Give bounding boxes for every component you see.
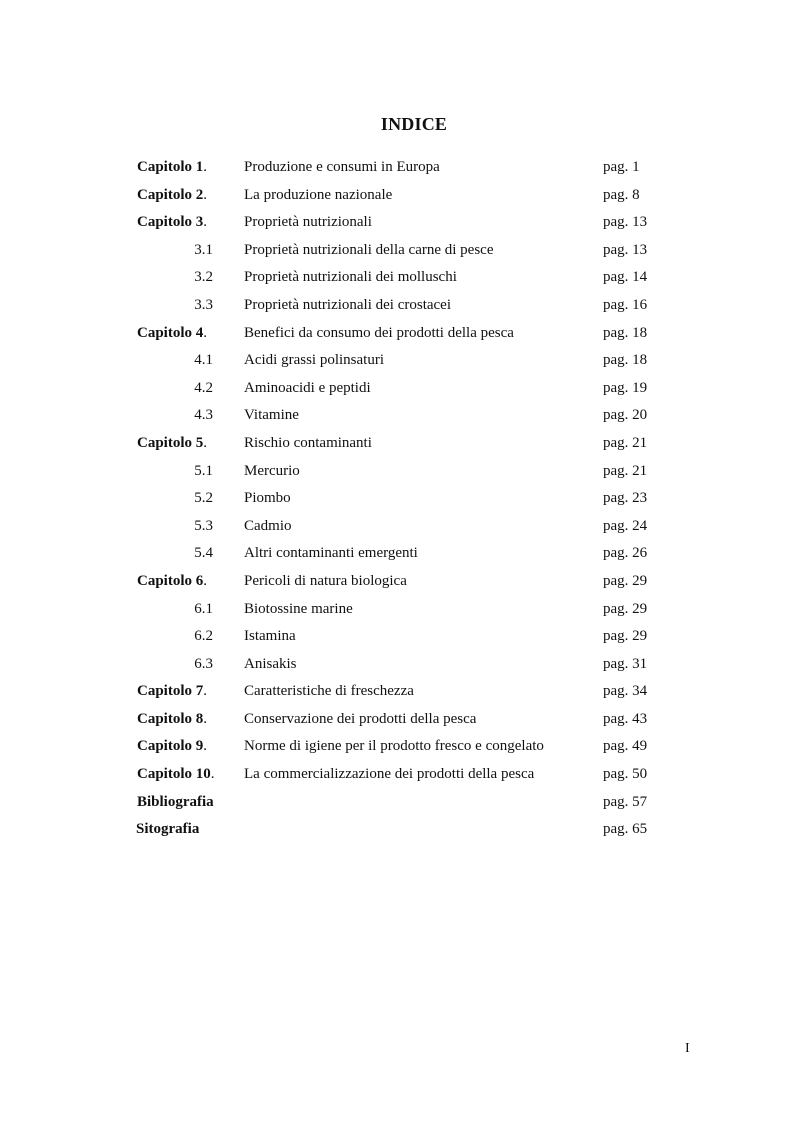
toc-entry — [0, 540, 794, 568]
toc-entry-title: Proprietà nutrizionali dei molluschi — [244, 269, 457, 286]
section-number — [137, 485, 213, 513]
toc-entry — [0, 264, 794, 292]
label-period: . — [203, 572, 208, 589]
toc-entry-label: 6.3 — [194, 655, 213, 672]
toc-entry — [0, 733, 794, 761]
section-number — [137, 651, 213, 679]
toc-entry-title: Anisakis — [244, 655, 297, 672]
page-title: INDICE — [380, 114, 448, 134]
toc-entry-page: pag. 49 — [603, 738, 648, 755]
chapter-label — [137, 430, 237, 458]
toc-entry-label: 5.1 — [194, 462, 213, 479]
toc-entry-title: Produzione e consumi in Europa — [244, 159, 440, 175]
toc-entry-title: La commercializzazione dei prodotti della pesca — [244, 766, 535, 783]
label-period: . — [203, 324, 208, 341]
section-number — [137, 402, 213, 430]
section-number — [137, 596, 213, 624]
toc-entry — [0, 430, 794, 458]
toc-entry — [0, 292, 794, 320]
toc-entry — [0, 678, 794, 706]
toc-entry-title: Caratteristiche di freschezza — [244, 683, 414, 700]
toc-entry-title: Benefici da consumo dei prodotti della pesca — [244, 324, 514, 341]
toc-entry-page: pag. 65 — [603, 821, 648, 838]
toc-entry-page: pag. 8 — [603, 186, 640, 203]
toc-entry-title: Acidi grassi polinsaturi — [244, 352, 384, 369]
toc-entry — [0, 209, 794, 237]
chapter-label — [137, 733, 237, 761]
chapter-label — [137, 182, 237, 210]
toc-entry-page: pag. 23 — [603, 490, 648, 507]
toc-entry-title: Piombo — [244, 490, 291, 507]
toc-entry-title: Pericoli di natura biologica — [244, 572, 407, 589]
section-number — [137, 540, 213, 568]
toc-entry — [0, 651, 794, 679]
toc-entry-label: Capitolo 6 — [137, 572, 204, 589]
toc-entry-title: Proprietà nutrizionali — [244, 214, 372, 231]
toc-entry-label: Capitolo 10 — [137, 766, 211, 783]
label-period: . — [203, 434, 208, 451]
toc-entry-title: Mercurio — [244, 462, 300, 479]
toc-entry-page: pag. 18 — [603, 324, 648, 341]
chapter-label — [137, 209, 237, 237]
toc-entry-label: 5.4 — [194, 545, 213, 562]
toc-entry-title: La produzione nazionale — [244, 186, 393, 203]
toc-entry-page: pag. 57 — [603, 793, 648, 810]
toc-entry-page: pag. 14 — [603, 269, 648, 286]
toc-entry-page: pag. 13 — [603, 241, 648, 258]
label-period: . — [203, 738, 208, 755]
toc-entry-label: 4.1 — [194, 352, 213, 369]
special-section-label — [136, 816, 236, 844]
toc-entry-page: pag. 21 — [603, 434, 648, 451]
section-number — [137, 292, 213, 320]
toc-entry-title: Norme di igiene per il prodotto fresco e congelato — [244, 738, 544, 755]
toc-entry-title: Aminoacidi e peptidi — [244, 379, 371, 396]
section-number — [137, 264, 213, 292]
label-period: . — [203, 186, 208, 203]
toc-entry-label: Capitolo 3 — [137, 214, 204, 231]
chapter-label — [137, 320, 237, 348]
toc-entry-page: pag. 13 — [603, 214, 648, 231]
toc-entry-label: Capitolo 8 — [137, 710, 204, 727]
label-period: . — [203, 214, 208, 231]
toc-entry-label: Bibliografia — [137, 793, 214, 810]
chapter-label — [137, 761, 237, 789]
toc-entry-page: pag. 29 — [603, 572, 648, 589]
toc-entry — [0, 596, 794, 624]
toc-entry — [0, 237, 794, 265]
toc-entry-page: pag. 43 — [603, 710, 648, 727]
toc-entry-title: Proprietà nutrizionali dei crostacei — [244, 296, 452, 313]
toc-entry-page: pag. 50 — [603, 766, 648, 783]
toc-entry-page: pag. 26 — [603, 545, 648, 562]
toc-entry-label: 4.3 — [194, 407, 213, 424]
chapter-label — [137, 568, 237, 596]
toc-entry-label: Capitolo 7 — [137, 683, 204, 700]
toc-entry — [0, 706, 794, 734]
toc-entry — [0, 623, 794, 651]
section-number — [137, 237, 213, 265]
toc-entry-label: Capitolo 5 — [137, 434, 204, 451]
special-section-label — [137, 789, 237, 817]
toc-entry-label: Capitolo 2 — [137, 186, 204, 203]
toc-entry-page: pag. 19 — [603, 379, 648, 396]
toc-entry-label: 5.2 — [194, 490, 213, 507]
section-number — [137, 458, 213, 486]
toc-entry-label: 4.2 — [194, 379, 213, 396]
toc-entry-title: Istamina — [244, 628, 296, 645]
toc-entry-title: Altri contaminanti emergenti — [244, 545, 418, 562]
toc-entry-label: 6.2 — [194, 628, 213, 645]
toc-entry — [0, 816, 794, 844]
toc-entry-page: pag. 24 — [603, 517, 648, 534]
toc-entry — [0, 458, 794, 486]
chapter-label — [137, 706, 237, 734]
toc-entry-label: 3.1 — [194, 241, 213, 258]
toc-entry-page: pag. 29 — [603, 628, 648, 645]
toc-entry-label: 5.3 — [194, 517, 213, 534]
toc-entry-title: Conservazione dei prodotti della pesca — [244, 710, 477, 727]
toc-entry-page: pag. 20 — [603, 407, 648, 424]
label-period: . — [203, 159, 208, 175]
toc-entry-page: pag. 31 — [603, 655, 648, 672]
toc-entry — [0, 154, 794, 182]
toc-entry — [0, 513, 794, 541]
toc-entry-title: Cadmio — [244, 517, 292, 534]
toc-entry-page: pag. 1 — [603, 159, 640, 175]
label-period: . — [210, 766, 215, 783]
section-number — [137, 623, 213, 651]
toc-entry-page: pag. 29 — [603, 600, 648, 617]
toc-entry — [0, 402, 794, 430]
toc-entry — [0, 789, 794, 817]
section-number — [137, 513, 213, 541]
label-period: . — [203, 710, 208, 727]
toc-entry-page: pag. 16 — [603, 296, 648, 313]
toc-entry-title: Biotossine marine — [244, 600, 353, 617]
toc-entry-title: Rischio contaminanti — [244, 434, 372, 451]
label-period: . — [203, 683, 208, 700]
toc-entry-label: Sitografia — [136, 821, 200, 838]
toc-entry-page: pag. 34 — [603, 683, 648, 700]
section-number — [137, 375, 213, 403]
toc-entry-label: 6.1 — [194, 600, 213, 617]
chapter-label — [137, 678, 237, 706]
toc-entry-title: Proprietà nutrizionali della carne di pesce — [244, 241, 494, 258]
toc-entry — [0, 320, 794, 348]
toc-entry-label: 3.3 — [194, 296, 213, 313]
toc-entry — [0, 347, 794, 375]
table-of-contents — [0, 154, 794, 844]
toc-entry-label: 3.2 — [194, 269, 213, 286]
toc-entry-title: Vitamine — [244, 407, 299, 424]
toc-entry-page: pag. 21 — [603, 462, 648, 479]
toc-entry — [0, 568, 794, 596]
toc-entry — [0, 375, 794, 403]
chapter-label — [137, 154, 237, 182]
toc-entry — [0, 485, 794, 513]
page-number: I — [685, 1041, 690, 1056]
toc-entry — [0, 182, 794, 210]
toc-entry — [0, 761, 794, 789]
section-number — [137, 347, 213, 375]
toc-entry-label: Capitolo 4 — [137, 324, 204, 341]
toc-entry-page: pag. 18 — [603, 352, 648, 369]
toc-entry-label: Capitolo 1 — [137, 159, 204, 175]
toc-entry-label: Capitolo 9 — [137, 738, 204, 755]
